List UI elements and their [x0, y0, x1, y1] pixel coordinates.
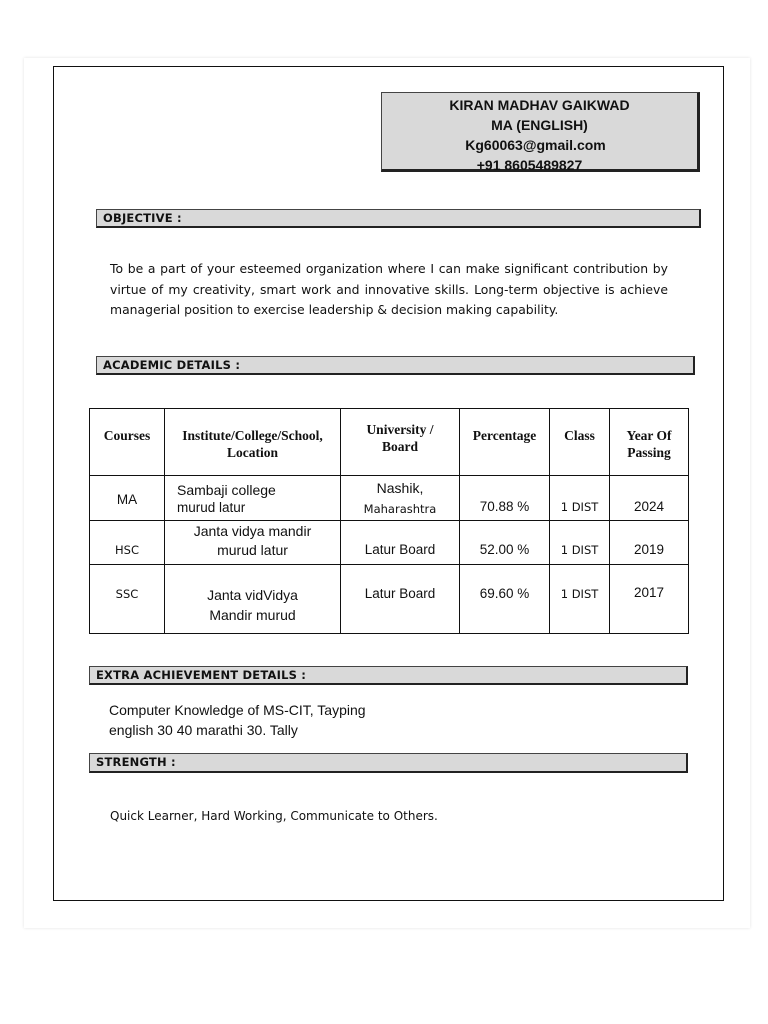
objective-text: To be a part of your esteemed organization where I can make significant contribution by virtue of my creativity, smart work and innovative skills. Long-term objective is achieve managerial position to exercise leadership & decision making capability. [110, 261, 668, 317]
extra-achievement-line1: Computer Knowledge of MS-CIT, Tayping [109, 702, 366, 718]
header-year: Year Of Passing [610, 409, 689, 476]
row-year: 2024 [633, 499, 665, 514]
extra-achievement-heading: EXTRA ACHIEVEMENT DETAILS : [89, 666, 688, 685]
header-institute: Institute/College/School, Location [165, 409, 341, 476]
row-class: 1 DIST [560, 500, 599, 514]
table-row [90, 565, 689, 634]
row-class: 1 DIST [560, 587, 599, 601]
strength-text: Quick Learner, Hard Working, Communicate to Others. [110, 809, 438, 823]
row-percentage: 52.00 % [479, 542, 530, 557]
row-institute-line1: Janta vidya mandir [193, 523, 312, 539]
row-year: 2019 [633, 542, 665, 557]
row-year: 2017 [633, 585, 665, 600]
row-institute-line2: murud latur [177, 500, 246, 515]
candidate-name: KIRAN MADHAV GAIKWAD [449, 97, 630, 113]
row-percentage: 69.60 % [479, 586, 530, 601]
academic-table [89, 408, 689, 634]
row-board-line1: Latur Board [364, 586, 436, 601]
contact-box [381, 92, 700, 172]
row-institute-line2: murud latur [217, 542, 288, 558]
table-header-row [90, 409, 689, 476]
row-course: HSC [115, 543, 139, 557]
header-courses: Courses [90, 409, 165, 476]
table-row [90, 476, 689, 521]
candidate-degree: MA (ENGLISH) [491, 117, 588, 133]
row-institute-line1: Sambaji college [177, 482, 276, 498]
strength-heading: STRENGTH : [89, 753, 688, 773]
row-course: MA [116, 492, 138, 507]
candidate-phone: +91 8605489827 [476, 157, 583, 173]
objective-heading: OBJECTIVE : [96, 209, 701, 228]
header-percentage: Percentage [460, 409, 550, 476]
row-board-line1: Latur Board [364, 542, 436, 557]
header-class: Class [550, 409, 610, 476]
header-university: University / Board [341, 409, 460, 476]
row-board-line1: Nashik, [376, 480, 424, 496]
row-class: 1 DIST [560, 543, 599, 557]
row-institute-line1: Janta vidVidya [207, 587, 298, 603]
academic-heading: ACADEMIC DETAILS : [96, 356, 695, 375]
table-row [90, 521, 689, 565]
row-percentage: 70.88 % [479, 499, 530, 514]
extra-achievement-line2: english 30 40 marathi 30. Tally [109, 722, 298, 738]
row-board-line2: Maharashtra [363, 502, 437, 516]
candidate-email: Kg60063@gmail.com [465, 137, 606, 153]
row-institute-line2: Mandir murud [209, 607, 296, 623]
row-course: SSC [115, 587, 139, 601]
